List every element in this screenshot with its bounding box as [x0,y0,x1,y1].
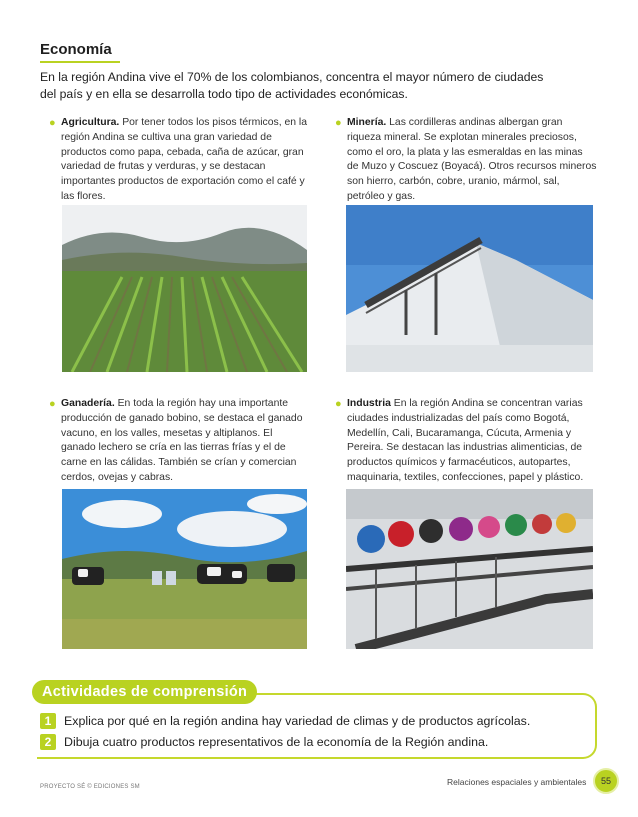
industry-photo [346,489,593,649]
item-industria [335,397,597,486]
item-text: Las cordilleras andinas albergan gran riqueza mineral. Se explotan minerales preciosos, como el oro, la plata y las esmeraldas en las minas de Muzo y Coscuez (Boyacá). Otros recursos mineros son hierro, carbón, cobre, uranio, mármol, sal, petróleo y gas. [347,117,597,202]
bullet-icon: ● [49,117,56,129]
item-heading: Agricultura. [61,117,120,128]
livestock-photo [62,489,307,649]
activity-item [40,713,560,729]
bullet-icon: ● [49,398,56,410]
item-ganaderia [49,397,309,486]
activity-number: 2 [40,734,56,750]
item-heading: Minería. [347,117,387,128]
item-text: En toda la región hay una importante producción de ganado bobino, se destaca el ganado vacuno, en los valles, mesetas y altiplanos. El ganado lechero se cría en las tierras frías y el de carne en las cálidas. También se crían y comercian cerdos, ovejas y cabras. [61,398,303,483]
item-heading: Industria [347,398,391,409]
bullet-icon: ● [335,398,342,410]
activities-title: Actividades de comprensión [32,680,257,704]
mining-photo [346,205,593,372]
item-text: En la región Andina se concentran varias ciudades industrializadas del país como Bogotá, Medellín, Cali, Bucaramanga, Cúcuta, Armenia y Pereira. Se destacan las industrias alimenticias, de productos químicos y farmacéuticos, autopartes, maquinaria, textiles, confecciones, papel y plástico. [347,398,584,483]
page-number: 55 [593,768,619,794]
title-underline [40,61,120,63]
section-title: Economía [40,41,112,58]
intro-paragraph: En la región Andina vive el 70% de los colombianos, concentra el mayor número de ciudades del país y en ella se desarrolla todo tipo de actividades económicas. [40,70,544,101]
item-agricultura [49,116,309,205]
agriculture-photo [62,205,307,372]
item-heading: Ganadería. [61,398,115,409]
item-text: Por tener todos los pisos térmicos, en la región Andina se cultiva una gran variedad de productos como papa, cebada, caña de azúcar, gran variedad de frutas y verduras, y se destacan importantes productos de exportación como el café y las flores. [61,117,308,202]
activity-number: 1 [40,713,56,729]
footer-section: Relaciones espaciales y ambientales [447,777,587,787]
activity-item [40,734,560,750]
bullet-icon: ● [335,117,342,129]
activity-text: Dibuja cuatro productos representativos de la economía de la Región andina. [64,735,489,749]
footer-publisher: PROYECTO SÉ © EDICIONES SM [40,784,140,790]
activity-text: Explica por qué en la región andina hay variedad de climas y de productos agrícolas. [64,714,531,728]
item-mineria [335,116,597,205]
